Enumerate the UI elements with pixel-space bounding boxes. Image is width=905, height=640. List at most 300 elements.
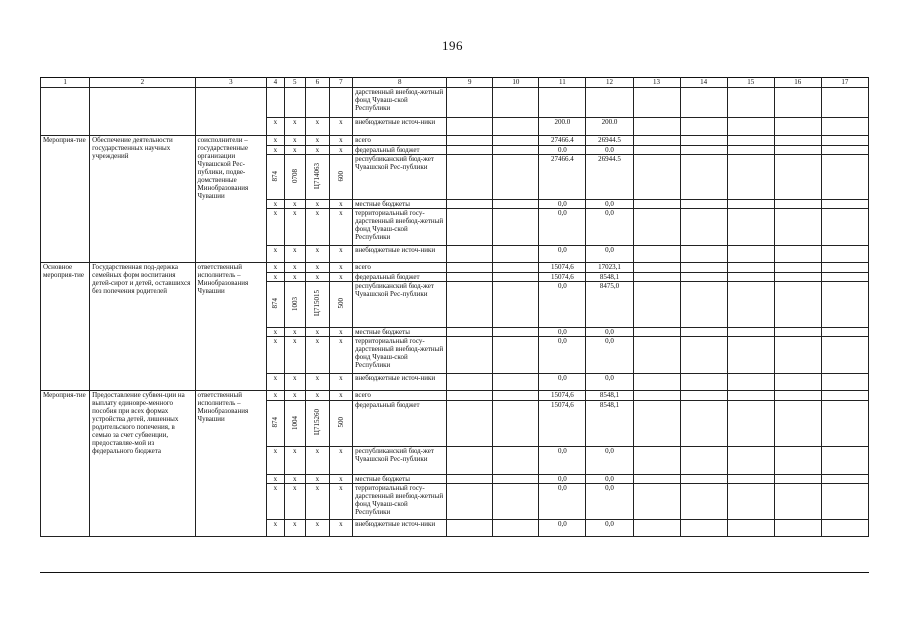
value-col14-cell (680, 246, 727, 263)
funding-source-cell: всего (353, 263, 447, 273)
value-col11-cell: 15074,6 (539, 401, 586, 447)
budget-table (40, 77, 869, 537)
value-col16-cell (774, 88, 821, 118)
value-col9-cell (447, 520, 493, 537)
funding-source-cell: федеральный бюджет (353, 401, 447, 447)
code-x-cell: x (267, 391, 284, 401)
value-col14-cell (680, 337, 727, 374)
code-x-cell: x (267, 118, 284, 136)
funding-source-cell: внебюджетные источ-ники (353, 374, 447, 391)
value-col13-cell (633, 328, 680, 337)
value-col9-cell (447, 200, 493, 209)
value-col10-cell (493, 136, 539, 146)
code-x-cell: x (306, 475, 330, 484)
value-col11-cell: 27466.4 (539, 155, 586, 200)
value-col13-cell (633, 447, 680, 475)
value-col13-cell (633, 88, 680, 118)
code-x-cell: x (284, 273, 305, 282)
value-col13-cell (633, 520, 680, 537)
code-x-cell: x (284, 484, 305, 520)
value-col15-cell (727, 475, 774, 484)
value-col10-cell (493, 484, 539, 520)
code-x-cell: x (329, 447, 353, 475)
column-header: 8 (353, 78, 447, 88)
value-col15-cell (727, 484, 774, 520)
value-col9-cell (447, 273, 493, 282)
activity-name-cell: Предоставление субвен-ции на выплату единовре-менного пособия при всех формах устройства детей, лишенных родительского попечения, в семью за счет субвенции, предоставляе-мой из федерального бюджета (90, 391, 195, 537)
value-col15-cell (727, 447, 774, 475)
value-col11-cell: 0.0 (539, 146, 586, 155)
value-col13-cell (633, 374, 680, 391)
value-col12-cell: 0,0 (586, 447, 633, 475)
code-x-cell: x (267, 374, 284, 391)
value-col13-cell (633, 263, 680, 273)
funding-source-cell: внебюджетные источ-ники (353, 118, 447, 136)
value-col16-cell (774, 146, 821, 155)
value-col15-cell (727, 374, 774, 391)
value-col11-cell: 0,0 (539, 374, 586, 391)
code-x-cell: x (267, 246, 284, 263)
executor-cell (195, 88, 267, 136)
value-col17-cell (821, 391, 868, 401)
budget-code-cell (284, 401, 305, 447)
code-x-cell: x (329, 146, 353, 155)
column-header: 13 (633, 78, 680, 88)
value-col16-cell (774, 282, 821, 328)
budget-code-rz: 0708 (290, 169, 299, 183)
funding-source-cell: республиканский бюд-жет Чувашской Рес-публики (353, 282, 447, 328)
column-header: 1 (41, 78, 90, 88)
value-col14-cell (680, 273, 727, 282)
value-col9-cell (447, 263, 493, 273)
value-col15-cell (727, 337, 774, 374)
code-x-cell: x (306, 328, 330, 337)
activity-type-cell (41, 88, 90, 136)
value-col14-cell (680, 146, 727, 155)
code-x-cell: x (267, 484, 284, 520)
code-x-cell (329, 88, 353, 118)
value-col12-cell: 0,0 (586, 520, 633, 537)
value-col9-cell (447, 374, 493, 391)
budget-code-grbs: 874 (271, 417, 280, 428)
value-col9-cell (447, 155, 493, 200)
value-col14-cell (680, 200, 727, 209)
header-row (41, 78, 869, 88)
value-col16-cell (774, 328, 821, 337)
value-col16-cell (774, 401, 821, 447)
value-col13-cell (633, 209, 680, 246)
value-col16-cell (774, 520, 821, 537)
column-header: 16 (774, 78, 821, 88)
code-x-cell: x (306, 391, 330, 401)
budget-code-rz: 1003 (290, 296, 299, 311)
funding-source-cell: территориальный госу-дарственный внебюд-жетный фонд Чуваш-ской Республики (353, 209, 447, 246)
budget-code-cell (306, 401, 330, 447)
value-col9-cell (447, 401, 493, 447)
activity-name-cell: Обеспечение деятельности государственных научных учреждений (90, 136, 195, 263)
column-header: 11 (539, 78, 586, 88)
code-x-cell: x (306, 200, 330, 209)
value-col10-cell (493, 328, 539, 337)
code-x-cell: x (329, 328, 353, 337)
value-col9-cell (447, 209, 493, 246)
value-col9-cell (447, 484, 493, 520)
table-body (41, 78, 869, 537)
value-col13-cell (633, 136, 680, 146)
value-col9-cell (447, 337, 493, 374)
value-col13-cell (633, 155, 680, 200)
value-col12-cell: 8548,1 (586, 401, 633, 447)
code-x-cell (284, 88, 305, 118)
value-col12-cell: 0,0 (586, 475, 633, 484)
value-col12-cell: 0,0 (586, 209, 633, 246)
value-col16-cell (774, 209, 821, 246)
code-x-cell: x (267, 475, 284, 484)
value-col17-cell (821, 447, 868, 475)
value-col15-cell (727, 209, 774, 246)
column-header: 3 (195, 78, 267, 88)
value-col9-cell (447, 146, 493, 155)
value-col15-cell (727, 136, 774, 146)
value-col15-cell (727, 246, 774, 263)
code-x-cell: x (329, 391, 353, 401)
code-x-cell: x (329, 136, 353, 146)
table-row (41, 136, 869, 146)
value-col10-cell (493, 273, 539, 282)
value-col14-cell (680, 520, 727, 537)
value-col10-cell (493, 209, 539, 246)
funding-source-cell: федеральный бюджет (353, 273, 447, 282)
code-x-cell: x (284, 374, 305, 391)
code-x-cell: x (306, 246, 330, 263)
code-x-cell (267, 88, 284, 118)
value-col11-cell: 0,0 (539, 209, 586, 246)
code-x-cell: x (284, 337, 305, 374)
budget-code-rz: 1004 (290, 415, 299, 430)
code-x-cell: x (306, 374, 330, 391)
value-col10-cell (493, 520, 539, 537)
value-col14-cell (680, 401, 727, 447)
code-x-cell: x (306, 484, 330, 520)
value-col14-cell (680, 136, 727, 146)
budget-code-cell (267, 282, 284, 328)
value-col16-cell (774, 136, 821, 146)
column-header: 14 (680, 78, 727, 88)
budget-code-cell (284, 155, 305, 200)
value-col17-cell (821, 273, 868, 282)
funding-source-cell: республиканский бюд-жет Чувашской Рес-публики (353, 447, 447, 475)
value-col10-cell (493, 447, 539, 475)
funding-source-cell: дарственный внебюд-жетный фонд Чуваш-ской Республики (353, 88, 447, 118)
value-col12-cell: 0,0 (586, 328, 633, 337)
value-col17-cell (821, 475, 868, 484)
value-col14-cell (680, 88, 727, 118)
value-col15-cell (727, 328, 774, 337)
budget-code-cell (306, 282, 330, 328)
value-col16-cell (774, 118, 821, 136)
code-x-cell: x (306, 447, 330, 475)
budget-code-grbs: 874 (271, 298, 280, 309)
column-header: 5 (284, 78, 305, 88)
value-col15-cell (727, 88, 774, 118)
value-col17-cell (821, 146, 868, 155)
value-col14-cell (680, 209, 727, 246)
code-x-cell: x (329, 118, 353, 136)
value-col16-cell (774, 337, 821, 374)
code-x-cell: x (284, 146, 305, 155)
value-col10-cell (493, 391, 539, 401)
value-col12-cell: 0,0 (586, 484, 633, 520)
code-x-cell: x (329, 337, 353, 374)
code-x-cell: x (306, 118, 330, 136)
budget-code-csr: Ц715015 (313, 290, 322, 317)
value-col15-cell (727, 273, 774, 282)
code-x-cell: x (329, 263, 353, 273)
value-col16-cell (774, 475, 821, 484)
code-x-cell: x (329, 520, 353, 537)
value-col10-cell (493, 401, 539, 447)
funding-source-cell: внебюджетные источ-ники (353, 520, 447, 537)
value-col14-cell (680, 447, 727, 475)
code-x-cell: x (306, 136, 330, 146)
code-x-cell: x (306, 273, 330, 282)
activity-type-cell: Основное мероприя-тие (41, 263, 90, 391)
budget-code-vr: 500 (336, 417, 345, 428)
code-x-cell: x (284, 209, 305, 246)
table-row (41, 391, 869, 401)
column-header: 10 (493, 78, 539, 88)
value-col12-cell: 17023,1 (586, 263, 633, 273)
value-col15-cell (727, 391, 774, 401)
code-x-cell: x (267, 263, 284, 273)
value-col9-cell (447, 246, 493, 263)
value-col11-cell: 15074,6 (539, 273, 586, 282)
value-col13-cell (633, 200, 680, 209)
code-x-cell: x (306, 209, 330, 246)
value-col11-cell: 27466.4 (539, 136, 586, 146)
value-col10-cell (493, 337, 539, 374)
value-col13-cell (633, 282, 680, 328)
value-col15-cell (727, 282, 774, 328)
code-x-cell: x (284, 118, 305, 136)
funding-source-cell: республиканский бюд-жет Чувашской Рес-публики (353, 155, 447, 200)
code-x-cell: x (284, 263, 305, 273)
value-col16-cell (774, 484, 821, 520)
column-header: 15 (727, 78, 774, 88)
value-col11-cell: 0,0 (539, 484, 586, 520)
value-col17-cell (821, 88, 868, 118)
value-col9-cell (447, 391, 493, 401)
activity-name-cell: Государственная под-держка семейных форм воспитания детей-сирот и детей, оставшихся без попечения родителей (90, 263, 195, 391)
budget-code-cell (329, 155, 353, 200)
column-header: 2 (90, 78, 195, 88)
code-x-cell: x (267, 328, 284, 337)
code-x-cell: x (284, 200, 305, 209)
value-col12-cell (586, 88, 633, 118)
value-col11-cell: 15074,6 (539, 391, 586, 401)
value-col14-cell (680, 475, 727, 484)
budget-code-cell (306, 155, 330, 200)
value-col9-cell (447, 88, 493, 118)
value-col13-cell (633, 337, 680, 374)
value-col10-cell (493, 146, 539, 155)
value-col11-cell: 0,0 (539, 200, 586, 209)
value-col11-cell (539, 88, 586, 118)
value-col16-cell (774, 374, 821, 391)
code-x-cell: x (284, 246, 305, 263)
value-col9-cell (447, 447, 493, 475)
value-col17-cell (821, 520, 868, 537)
executor-cell: соисполнители – государственные организации Чувашской Рес-публики, подве-домственные Минобразования Чувашии (195, 136, 267, 263)
code-x-cell: x (267, 200, 284, 209)
value-col17-cell (821, 246, 868, 263)
value-col14-cell (680, 484, 727, 520)
value-col14-cell (680, 328, 727, 337)
value-col13-cell (633, 475, 680, 484)
code-x-cell: x (329, 273, 353, 282)
code-x-cell: x (306, 263, 330, 273)
budget-code-csr: Ц715260 (313, 409, 322, 436)
funding-source-cell: местные бюджеты (353, 475, 447, 484)
table-row (41, 88, 869, 118)
value-col16-cell (774, 263, 821, 273)
value-col16-cell (774, 200, 821, 209)
value-col17-cell (821, 136, 868, 146)
value-col11-cell: 15074,6 (539, 263, 586, 273)
budget-code-cell (267, 155, 284, 200)
budget-code-grbs: 874 (271, 170, 280, 182)
code-x-cell: x (284, 391, 305, 401)
value-col13-cell (633, 484, 680, 520)
value-col9-cell (447, 136, 493, 146)
value-col15-cell (727, 200, 774, 209)
value-col11-cell: 0,0 (539, 282, 586, 328)
activity-type-cell: Мероприя-тие (41, 391, 90, 537)
value-col17-cell (821, 484, 868, 520)
value-col15-cell (727, 146, 774, 155)
value-col17-cell (821, 155, 868, 200)
value-col17-cell (821, 328, 868, 337)
value-col16-cell (774, 273, 821, 282)
value-col12-cell: 26944.5 (586, 155, 633, 200)
value-col13-cell (633, 246, 680, 263)
funding-source-cell: всего (353, 136, 447, 146)
value-col13-cell (633, 401, 680, 447)
value-col14-cell (680, 155, 727, 200)
code-x-cell: x (267, 520, 284, 537)
budget-code-vr: 600 (336, 170, 345, 182)
value-col14-cell (680, 263, 727, 273)
value-col12-cell: 8548,1 (586, 273, 633, 282)
value-col12-cell: 8548,1 (586, 391, 633, 401)
value-col12-cell: 0,0 (586, 200, 633, 209)
code-x-cell: x (284, 136, 305, 146)
budget-code-cell (329, 401, 353, 447)
value-col12-cell: 0.0 (586, 146, 633, 155)
budget-code-vr: 500 (336, 298, 345, 309)
column-header: 7 (329, 78, 353, 88)
value-col15-cell (727, 520, 774, 537)
value-col9-cell (447, 282, 493, 328)
code-x-cell: x (284, 520, 305, 537)
value-col10-cell (493, 475, 539, 484)
code-x-cell: x (284, 475, 305, 484)
value-col10-cell (493, 200, 539, 209)
value-col17-cell (821, 401, 868, 447)
value-col10-cell (493, 263, 539, 273)
code-x-cell: x (306, 337, 330, 374)
funding-source-cell: внебюджетные источ-ники (353, 246, 447, 263)
table-bottom-rule (40, 572, 869, 573)
code-x-cell: x (329, 374, 353, 391)
value-col14-cell (680, 391, 727, 401)
code-x-cell (306, 88, 330, 118)
value-col12-cell: 200.0 (586, 118, 633, 136)
value-col9-cell (447, 328, 493, 337)
value-col13-cell (633, 391, 680, 401)
value-col10-cell (493, 155, 539, 200)
value-col17-cell (821, 200, 868, 209)
column-header: 9 (447, 78, 493, 88)
code-x-cell: x (267, 136, 284, 146)
code-x-cell: x (329, 200, 353, 209)
column-header: 17 (821, 78, 868, 88)
executor-cell: ответственный исполнитель – Минобразования Чувашии (195, 263, 267, 391)
code-x-cell: x (267, 447, 284, 475)
value-col9-cell (447, 118, 493, 136)
code-x-cell: x (329, 246, 353, 263)
code-x-cell: x (267, 337, 284, 374)
code-x-cell: x (267, 209, 284, 246)
value-col14-cell (680, 118, 727, 136)
value-col17-cell (821, 282, 868, 328)
value-col13-cell (633, 118, 680, 136)
value-col16-cell (774, 155, 821, 200)
value-col10-cell (493, 282, 539, 328)
value-col10-cell (493, 374, 539, 391)
value-col12-cell: 0,0 (586, 337, 633, 374)
budget-code-cell (329, 282, 353, 328)
funding-source-cell: территориальный госу-дарственный внебюд-жетный фонд Чуваш-ской Республики (353, 337, 447, 374)
value-col9-cell (447, 475, 493, 484)
activity-name-cell (90, 88, 195, 136)
activity-type-cell: Мероприя-тие (41, 136, 90, 263)
value-col13-cell (633, 273, 680, 282)
value-col14-cell (680, 282, 727, 328)
code-x-cell: x (329, 475, 353, 484)
value-col13-cell (633, 146, 680, 155)
value-col11-cell: 0,0 (539, 475, 586, 484)
code-x-cell: x (306, 146, 330, 155)
value-col14-cell (680, 374, 727, 391)
value-col15-cell (727, 263, 774, 273)
funding-source-cell: местные бюджеты (353, 328, 447, 337)
column-header: 12 (586, 78, 633, 88)
value-col11-cell: 200.0 (539, 118, 586, 136)
value-col12-cell: 0,0 (586, 374, 633, 391)
value-col11-cell: 0,0 (539, 447, 586, 475)
funding-source-cell: федеральный бюджет (353, 146, 447, 155)
value-col12-cell: 8475,0 (586, 282, 633, 328)
value-col11-cell: 0,0 (539, 337, 586, 374)
value-col15-cell (727, 401, 774, 447)
budget-code-csr: Ц714063 (313, 162, 322, 190)
code-x-cell: x (329, 484, 353, 520)
value-col12-cell: 0,0 (586, 246, 633, 263)
code-x-cell: x (284, 328, 305, 337)
code-x-cell: x (329, 209, 353, 246)
page-number: 196 (442, 38, 463, 53)
